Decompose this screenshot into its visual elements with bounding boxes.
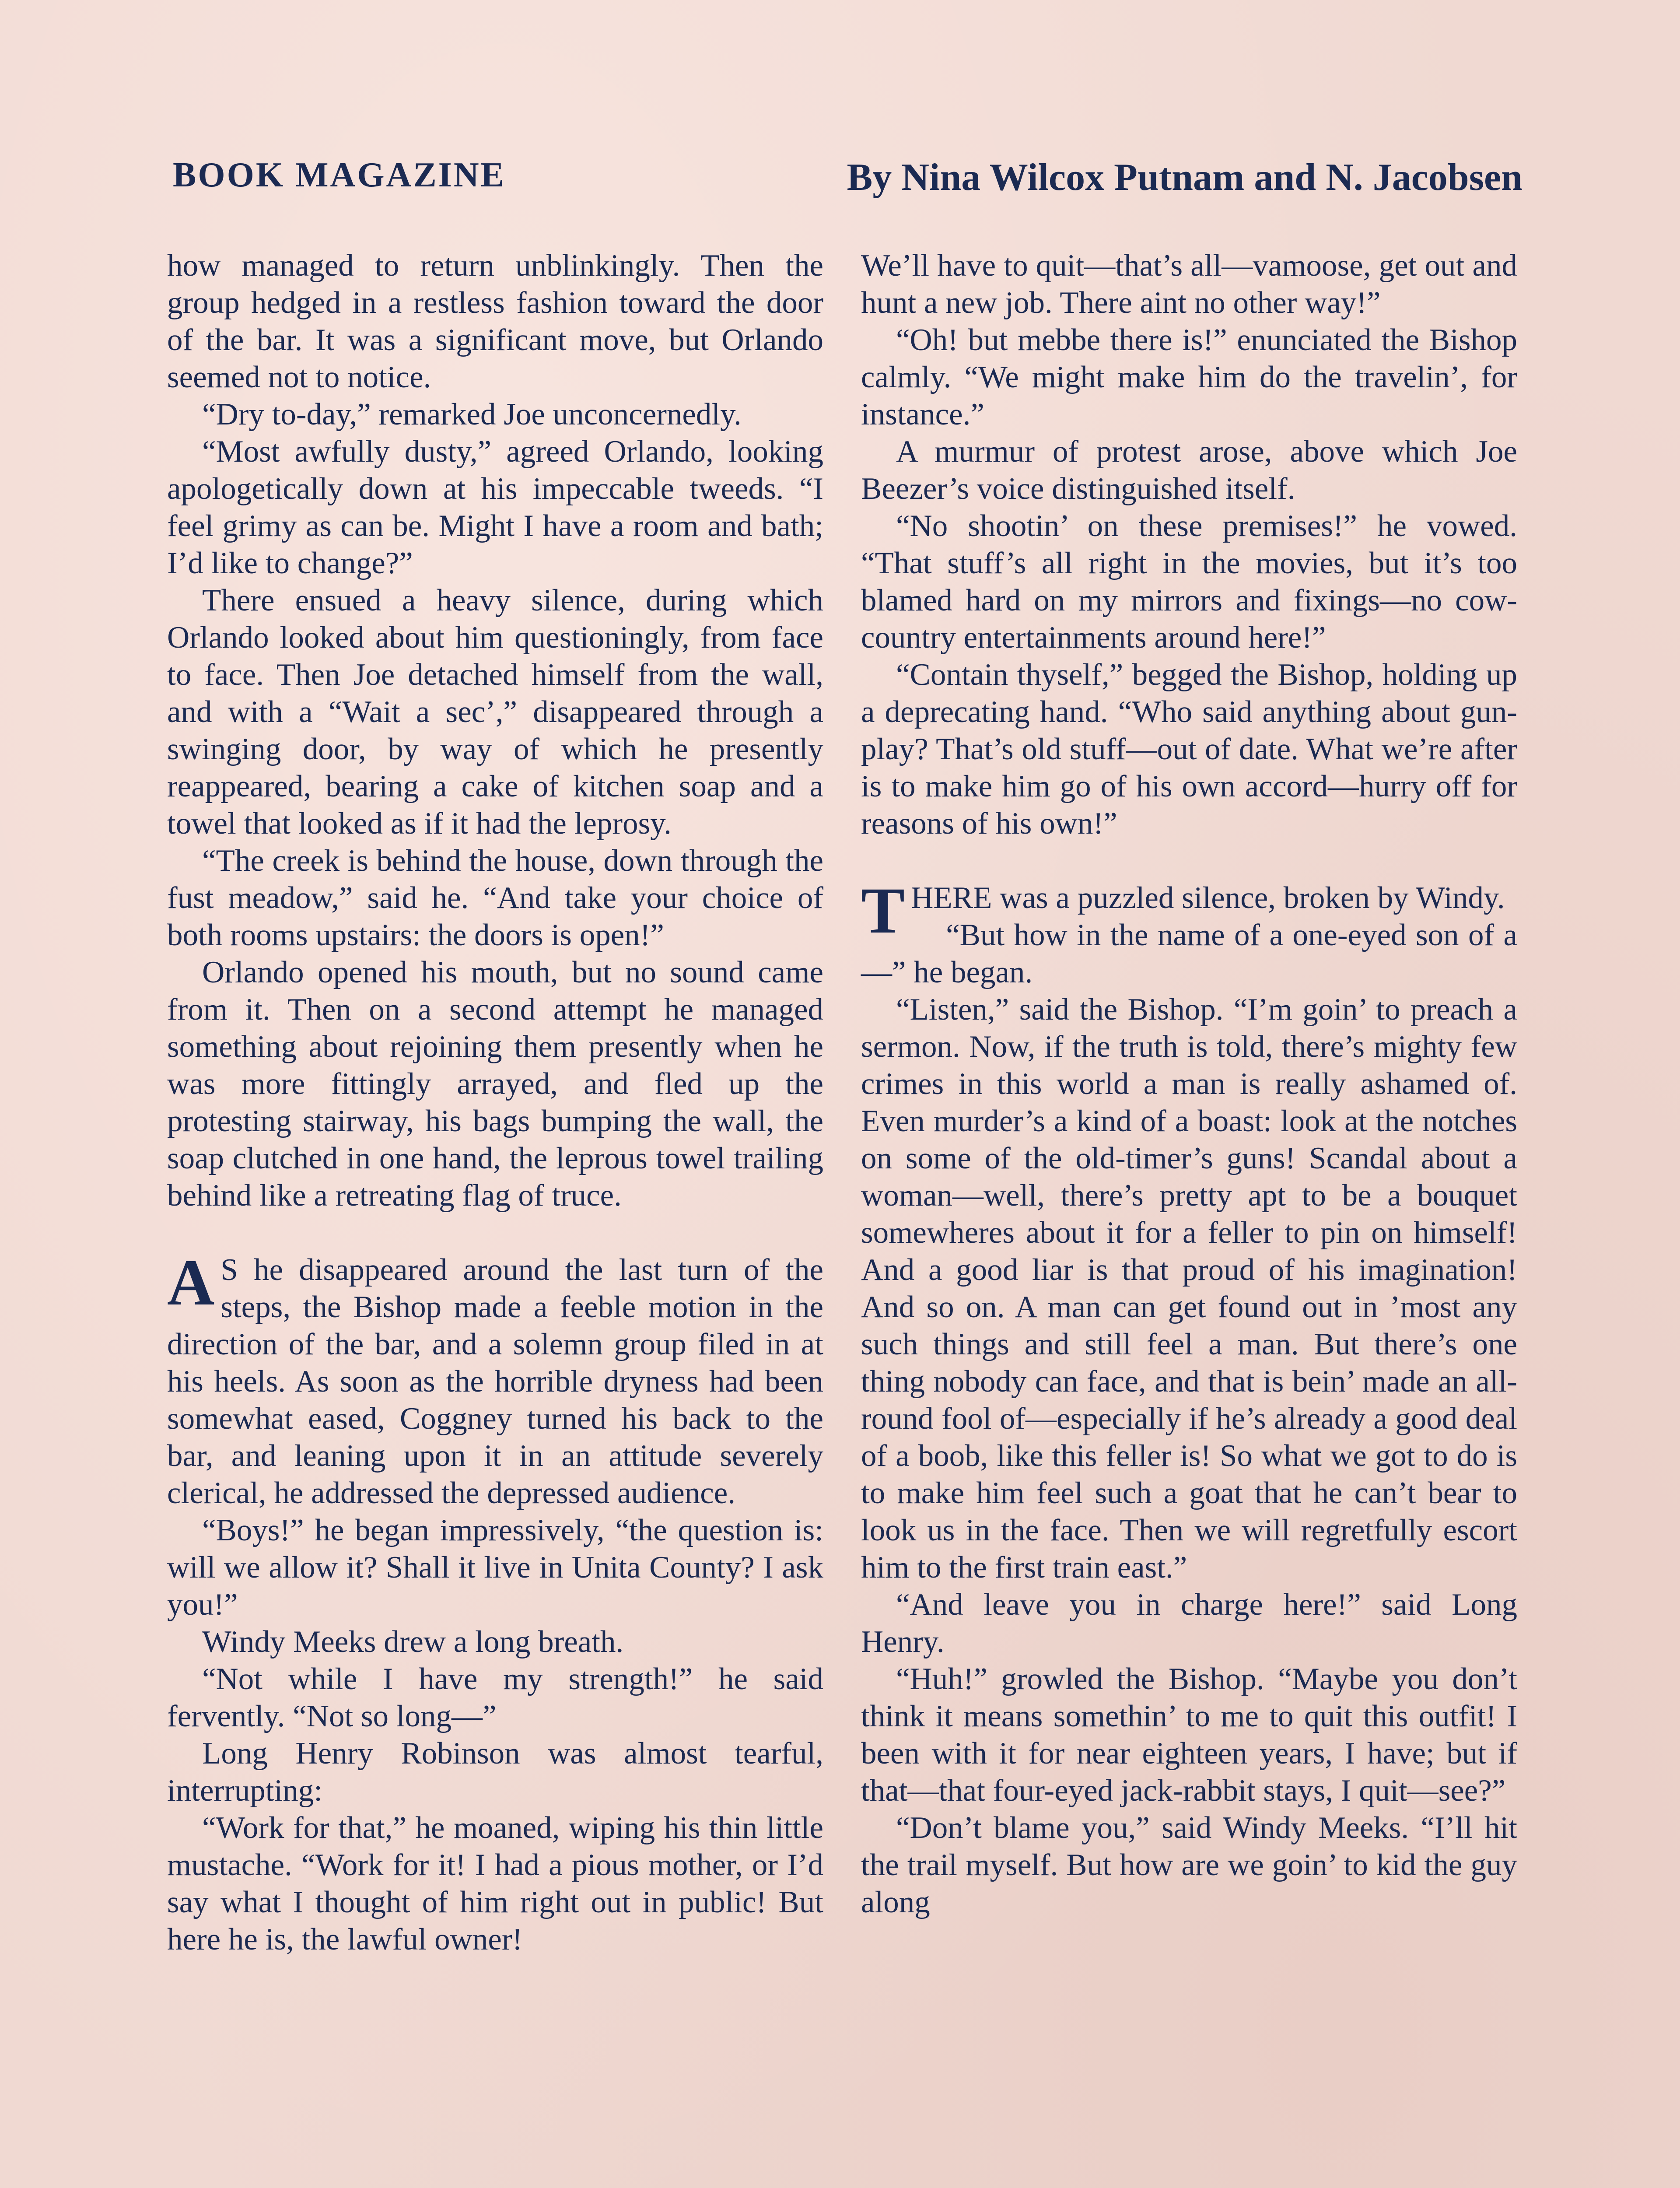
paragraph-text: S he disappeared around the last turn of the steps, the Bishop made a feeble motion in the direction of the bar, and a solemn group filed in at his heels. As soon as the horrible dryness had been somewhat eased, Coggney turned his back to the bar, and leaning upon it in an attitude severely clerical, he addressed the depressed audience.	[167, 1253, 823, 1510]
paragraph: “Huh!” growled the Bishop. “Maybe you don’t think it means somethin’ to me to quit this outfit! I been with it for near eighteen years, I have; but if that—that four-eyed jack-rabbit stays, I quit—see?”	[861, 1662, 1517, 1808]
left-column	[167, 247, 823, 1958]
paragraph: “But how in the name of a one-eyed son of a—” he began.	[861, 918, 1517, 989]
paragraph: We’ll have to quit—that’s all—vamoose, get out and hunt a new job. There aint no other way!”	[861, 249, 1517, 320]
paragraph: A murmur of protest arose, above which Joe Beezer’s voice distinguished itself.	[861, 435, 1517, 506]
drop-cap: A	[167, 1246, 215, 1319]
paragraph: “And leave you in charge here!” said Long Henry.	[861, 1588, 1517, 1659]
byline: By Nina Wilcox Putnam and N. Jacobsen	[847, 156, 1522, 199]
right-column	[861, 247, 1517, 1921]
section-break	[861, 842, 1517, 880]
magazine-title: BOOK MAGAZINE	[173, 156, 506, 194]
paragraph-dropcap	[861, 874, 1517, 947]
paragraph: “Don’t blame you,” said Windy Meeks. “I’ll hit the trail myself. But how are we goin’ to kid the guy along	[861, 1811, 1517, 1919]
paragraph: Windy Meeks drew a long breath.	[202, 1625, 624, 1659]
paragraph: “No shootin’ on these premises!” he vowed. “That stuff’s all right in the movies, but it’s too blamed hard on my mirrors and fixings—no cow-country entertainments around here!”	[861, 509, 1517, 655]
paragraph-dropcap	[167, 1246, 823, 1512]
drop-cap: T	[861, 874, 905, 947]
paragraph: “Most awfully dusty,” agreed Orlando, looking apologetically down at his impeccable tweeds. “I feel grimy as can be. Might I have a room and bath; I’d like to change?”	[167, 435, 823, 580]
paragraph: “Oh! but mebbe there is!” enunciated the Bishop calmly. “We might make him do the travelin’, for instance.”	[861, 323, 1517, 431]
paragraph: “Listen,” said the Bishop. “I’m goin’ to preach a sermon. Now, if the truth is told, there’s mighty few crimes in this world a man is really ashamed of. Even murder’s a kind of a boast: look at the notches on some of the old-timer’s guns! Scandal about a woman—well, there’s pretty apt to be a bouquet somewheres about it for a feller to pin on himself! And a good liar is that proud of his imagination! And so on. A man can get found out in ’most any such things and still feel a man. But there’s one thing nobody can face, and that is bein’ made an all-round fool of—especially if he’s already a good deal of a boob, like this feller is! So what we got to do is to make him feel such a goat that he can’t bear to look us in the face. Then we will regretfully escort him to the first train east.”	[861, 992, 1517, 1585]
paragraph: “Not while I have my strength!” he said fervently. “Not so long—”	[167, 1662, 823, 1733]
paragraph: There ensued a heavy silence, during which Orlando looked about him questioningly, from face to face. Then Joe detached himself from the wall, and with a “Wait a sec’,” disappeared through a swinging door, by way of which he presently reappeared, bearing a cake of kitchen soap and a towel that looked as if it had the leprosy.	[167, 583, 823, 841]
running-header	[173, 155, 1522, 212]
paragraph: “The creek is behind the house, down through the fust meadow,” said he. “And take your choice of both rooms upstairs: the doors is open!”	[167, 844, 823, 952]
section-break	[167, 1214, 823, 1252]
paragraph: how managed to return unblinkingly. Then the group hedged in a restless fashion toward the door of the bar. It was a significant move, but Orlando seemed not to notice.	[167, 249, 823, 394]
paragraph: Long Henry Robinson was almost tearful, interrupting:	[167, 1736, 823, 1808]
paragraph: Orlando opened his mouth, but no sound came from it. Then on a second attempt he managed something about rejoining them presently when he was more fittingly arrayed, and fled up the protesting stairway, his bags bumping the wall, the soap clutched in one hand, the leprous towel trailing behind like a retreating flag of truce.	[167, 955, 823, 1213]
paragraph: “Work for that,” he moaned, wiping his thin little mustache. “Work for it! I had a pious mother, or I’d say what I thought of him right out in public! But here he is, the lawful owner!	[167, 1811, 823, 1957]
paragraph: “Dry to-day,” remarked Joe unconcernedly.	[202, 397, 742, 431]
paragraph-text: HERE was a puzzled silence, broken by Windy.	[911, 881, 1505, 915]
paragraph: “Boys!” he began impressively, “the question is: will we allow it? Shall it live in Unita County? I ask you!”	[167, 1513, 823, 1622]
paragraph: “Contain thyself,” begged the Bishop, holding up a deprecating hand. “Who said anything about gun-play? That’s old stuff—out of date. What we’re after is to make him go of his own accord—hurry off for reasons of his own!”	[861, 658, 1517, 841]
